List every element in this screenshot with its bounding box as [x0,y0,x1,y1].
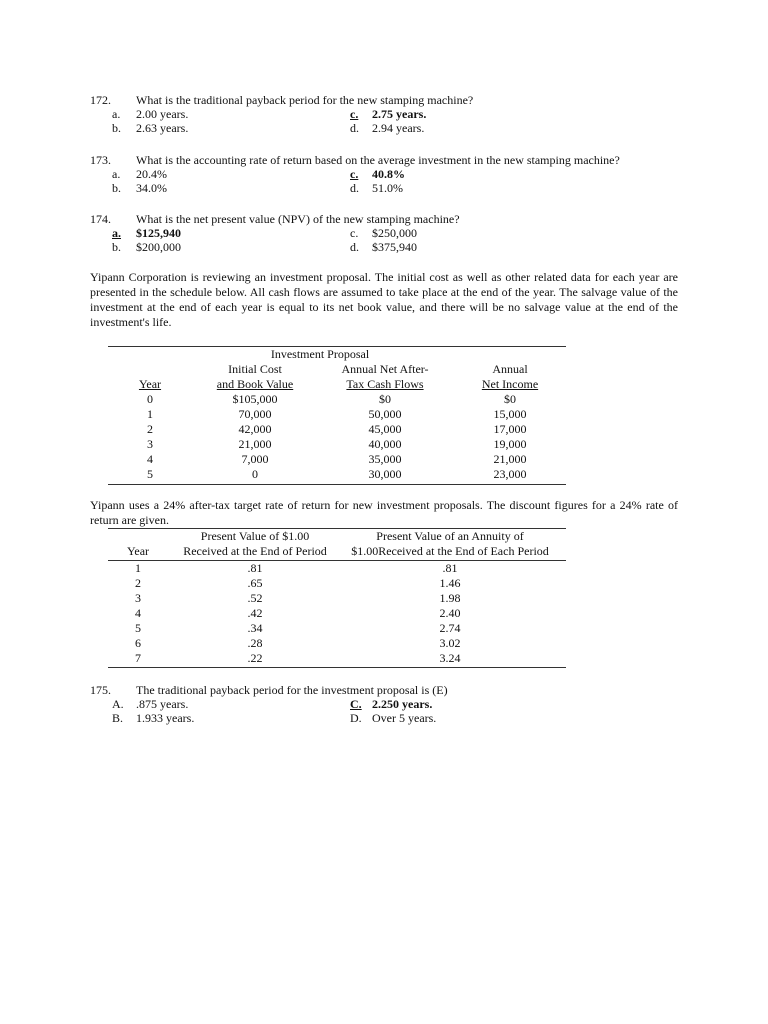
question-text: What is the traditional payback period for the new stamping machine? [136,93,474,107]
table-cell-cost: 7,000 [241,452,269,466]
option-letter: a. [112,167,121,181]
question-172 [90,93,690,135]
table-cell-cash: 30,000 [368,467,402,481]
correct-option-letter: c. [350,167,359,181]
table-cell-year: 2 [135,576,141,590]
table-cell-year: 4 [135,606,141,620]
correct-option-value: 2.250 years. [372,697,433,711]
table-cell-cash: $0 [379,392,391,406]
correct-option-letter: C. [350,697,362,711]
header-annuity-line1: Present Value of an Annuity of [376,529,524,543]
table-cell-cost: 0 [252,467,258,481]
option-value: 51.0% [372,181,403,195]
table-cell-pv: .28 [247,636,263,650]
option-value: $375,940 [372,240,417,254]
table-cell-cash: 40,000 [368,437,402,451]
table-cell-cash: 35,000 [368,452,402,466]
option-value: $250,000 [372,226,417,240]
header-income-line1: Annual [492,362,528,376]
table-cell-year: 3 [135,591,141,605]
table-cell-annuity: 1.46 [439,576,461,590]
option-letter: a. [112,107,121,121]
table-bottom-rule [108,484,566,485]
correct-option-value: $125,940 [136,226,181,240]
option-value: 2.00 years. [136,107,189,121]
question-number: 175. [90,683,111,697]
table-cell-pv: .42 [247,606,263,620]
table-cell-income: 19,000 [493,437,527,451]
table-cell-pv: .65 [247,576,263,590]
table-cell-pv: .22 [247,651,263,665]
option-letter: c. [350,226,359,240]
header-cost-line2: and Book Value [216,377,294,391]
table-cell-annuity: 1.98 [439,591,461,605]
question-text: What is the net present value (NPV) of the new stamping machine? [136,212,460,226]
intro-paragraph: Yipann Corporation is reviewing an investment proposal. The initial cost as well as other related data for each year are presented in the schedule below. All cash flows are assumed to take place at the end of the year. The salvage value of the investment at the end of each year is equal to its net book value, and there will be no salvage value at the end of the investment's life. [90,270,678,329]
option-value: .875 years. [136,697,189,711]
table-cell-cost: 70,000 [238,407,272,421]
table-cell-year: 1 [135,561,141,575]
table-cell-year: 0 [147,392,153,406]
table-cell-annuity: 2.74 [439,621,461,635]
correct-option-value: 40.8% [372,167,405,181]
table-cell-year: 5 [147,467,153,481]
table-cell-income: 15,000 [493,407,527,421]
option-value: 20.4% [136,167,167,181]
table-cell-year: 6 [135,636,141,650]
question-number: 174. [90,212,111,226]
header-cash-line1: Annual Net After- [341,362,429,376]
header-year: Year [138,377,162,391]
option-value: 2.63 years. [136,121,189,135]
table-cell-year: 7 [135,651,141,665]
table-cell-cost: 21,000 [238,437,272,451]
table-cell-pv: .52 [247,591,263,605]
option-letter: b. [112,121,121,135]
question-number: 172. [90,93,111,107]
table-cell-income: $0 [504,392,516,406]
table-cell-annuity: 3.24 [439,651,461,665]
option-letter: b. [112,240,121,254]
table-cell-annuity: 3.02 [439,636,461,650]
option-letter: A. [112,697,124,711]
header-income-line2: Net Income [481,377,539,391]
table-cell-cost: 42,000 [238,422,272,436]
discount-table-bottom-rule [108,667,566,668]
option-letter: B. [112,711,124,725]
table-cell-year: 3 [147,437,153,451]
table-cell-cost: $105,000 [232,392,278,406]
table-cell-year: 5 [135,621,141,635]
question-173 [90,153,690,195]
table-cell-income: 23,000 [493,467,527,481]
option-letter: D. [350,711,362,725]
table-cell-pv: .81 [247,561,263,575]
header-cost-line1: Initial Cost [228,362,282,376]
discount-paragraph: Yipann uses a 24% after-tax target rate of return for new investment proposals. The discount figures for a 24% rate of return are given. [90,498,678,527]
table-cell-year: 1 [147,407,153,421]
option-value: Over 5 years. [372,711,437,725]
option-letter: d. [350,240,359,254]
question-174 [90,212,690,254]
correct-option-value: 2.75 years. [372,107,427,121]
question-number: 173. [90,153,111,167]
table-cell-income: 17,000 [493,422,527,436]
table-cell-annuity: .81 [442,561,458,575]
header-pv-line2: Received at the End of Period [183,544,327,558]
table-cell-annuity: 2.40 [439,606,461,620]
table-title: Investment Proposal [270,347,370,361]
table-cell-cash: 50,000 [368,407,402,421]
header-year: Year [126,544,150,558]
header-cash-line2: Tax Cash Flows [346,377,424,391]
option-letter: d. [350,121,359,135]
question-175 [90,683,690,725]
header-pv-line1: Present Value of $1.00 [200,529,310,543]
option-letter: d. [350,181,359,195]
correct-option-letter: c. [350,107,359,121]
correct-option-letter: a. [112,226,121,240]
table-cell-cash: 45,000 [368,422,402,436]
table-cell-year: 2 [147,422,153,436]
table-cell-pv: .34 [247,621,263,635]
header-annuity-line2: $1.00Received at the End of Each Period [351,544,549,558]
option-value: $200,000 [136,240,181,254]
option-value: 2.94 years. [372,121,425,135]
option-letter: b. [112,181,121,195]
table-cell-year: 4 [147,452,153,466]
option-value: 34.0% [136,181,167,195]
table-cell-income: 21,000 [493,452,527,466]
option-value: 1.933 years. [136,711,195,725]
question-text: The traditional payback period for the investment proposal is (E) [136,683,448,697]
question-text: What is the accounting rate of return based on the average investment in the new stamping machine? [136,153,620,167]
